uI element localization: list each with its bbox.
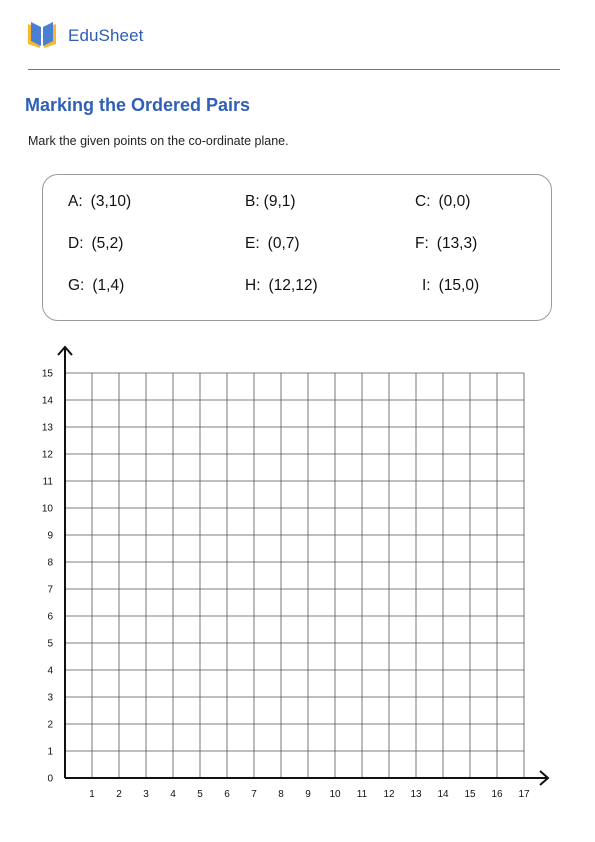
x-tick-label: 3 (143, 789, 149, 800)
point-value: (12,12) (268, 277, 318, 294)
point-value: (9,1) (263, 193, 296, 210)
y-tick-label: 4 (47, 665, 53, 677)
point-label: A: (68, 193, 83, 210)
x-tick-label: 10 (329, 789, 341, 800)
point-value: (15,0) (438, 277, 480, 294)
y-tick-label: 11 (42, 476, 53, 488)
brand-name: EduSheet (68, 26, 144, 45)
x-tick-label: 9 (305, 789, 311, 800)
y-tick-label: 15 (41, 368, 53, 380)
x-tick-label: 17 (518, 789, 530, 800)
y-tick-label: 10 (41, 503, 53, 515)
x-tick-label: 6 (224, 789, 230, 800)
y-tick-label: 8 (47, 557, 53, 569)
x-tick-label: 1 (89, 789, 95, 800)
x-tick-label: 5 (197, 789, 203, 800)
y-tick-label: 6 (47, 611, 53, 623)
x-tick-label: 2 (116, 789, 122, 800)
point-label: C: (415, 193, 431, 210)
point-value: (0,7) (267, 235, 300, 252)
point-value: (5,2) (91, 235, 124, 252)
point-label: G: (68, 277, 85, 294)
x-tick-label: 4 (170, 789, 176, 800)
x-tick-label: 15 (464, 789, 476, 800)
y-tick-label: 9 (47, 530, 53, 542)
point-label: B: (245, 193, 260, 210)
x-tick-label: 12 (383, 789, 395, 800)
point-value: (1,4) (92, 277, 125, 294)
point-label: H: (245, 277, 261, 294)
point-label: D: (68, 235, 84, 252)
x-tick-label: 7 (251, 789, 257, 800)
x-tick-label: 11 (356, 789, 368, 800)
x-tick-label: 16 (491, 789, 503, 800)
y-tick-label: 0 (47, 773, 53, 785)
y-tick-label: 5 (47, 638, 53, 650)
point-value: (0,0) (438, 193, 471, 210)
y-tick-label: 3 (47, 692, 53, 704)
x-tick-label: 8 (278, 789, 284, 800)
y-tick-label: 12 (41, 449, 53, 461)
point-label: I: (422, 277, 431, 294)
y-tick-label: 13 (41, 422, 53, 434)
instruction-text: Mark the given points on the co-ordinate plane. (28, 134, 289, 148)
x-tick-label: 13 (410, 789, 422, 800)
x-tick-label: 14 (437, 789, 449, 800)
point-value: (13,3) (436, 235, 478, 252)
y-tick-label: 1 (47, 746, 53, 758)
worksheet-title: Marking the Ordered Pairs (25, 95, 251, 115)
point-label: E: (245, 235, 260, 252)
y-tick-label: 2 (47, 719, 53, 731)
point-value: (3,10) (90, 193, 132, 210)
y-tick-label: 7 (47, 584, 53, 596)
point-label: F: (415, 235, 429, 252)
y-tick-label: 14 (41, 395, 53, 407)
